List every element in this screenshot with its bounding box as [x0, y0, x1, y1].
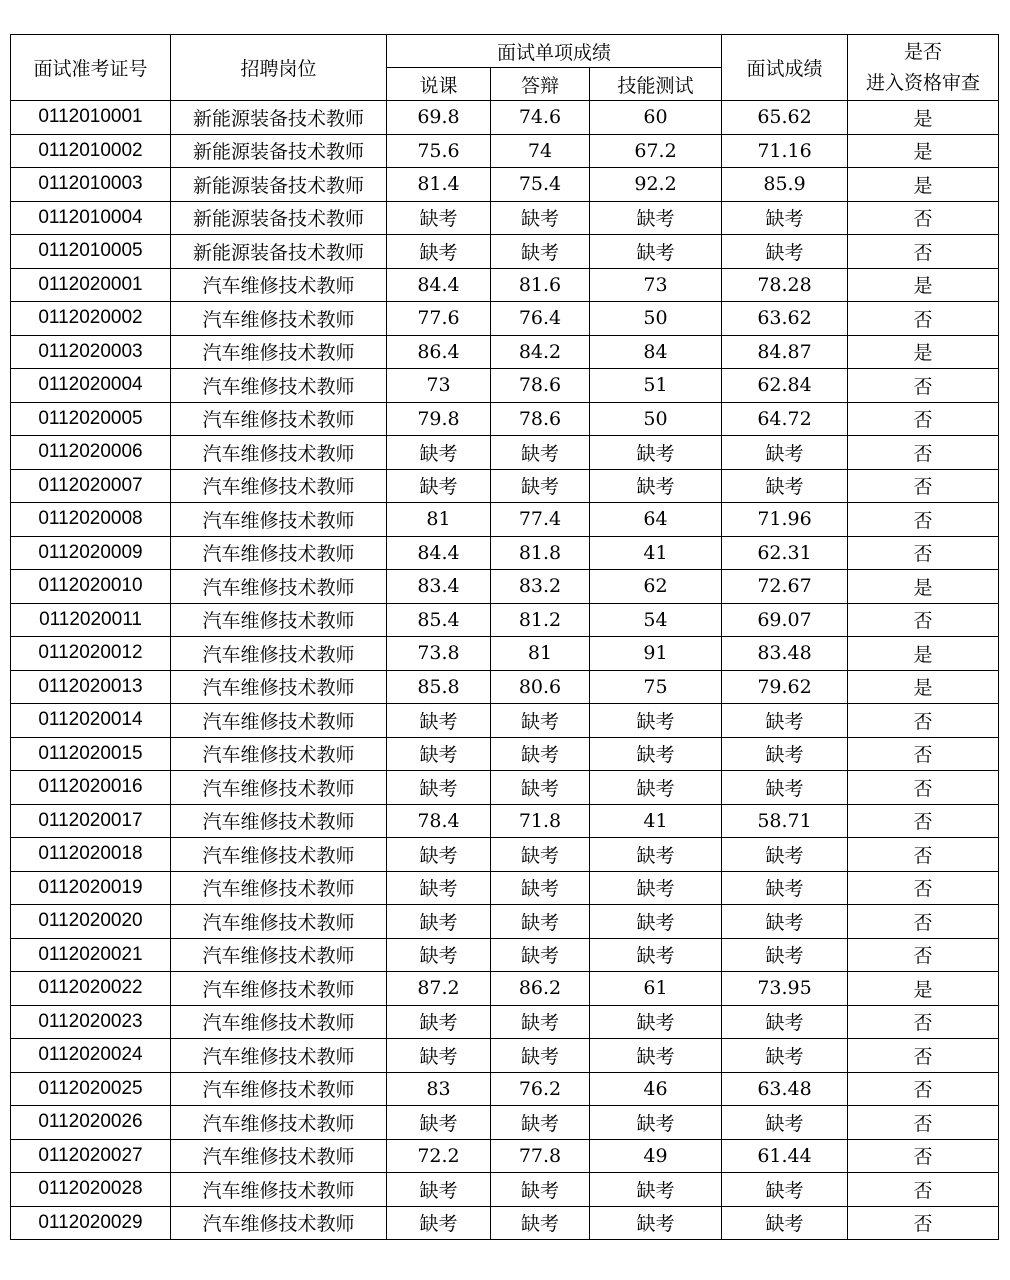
table-body [11, 101, 999, 1240]
cell-defense: 84.2 [491, 335, 590, 369]
cell-qualify: 是 [848, 268, 999, 302]
cell-id: 0112020023 [11, 1005, 171, 1039]
cell-skill: 缺考 [590, 436, 722, 470]
cell-lecture: 69.8 [387, 101, 491, 135]
cell-id: 0112020001 [11, 268, 171, 302]
cell-post: 汽车维修技术教师 [171, 1106, 387, 1140]
table-row [11, 1005, 999, 1039]
cell-defense: 78.6 [491, 369, 590, 403]
cell-post: 汽车维修技术教师 [171, 804, 387, 838]
cell-post: 汽车维修技术教师 [171, 704, 387, 738]
cell-skill: 缺考 [590, 771, 722, 805]
header-group: 面试单项成绩 [387, 35, 722, 68]
cell-skill: 73 [590, 268, 722, 302]
cell-id: 0112020012 [11, 637, 171, 671]
cell-defense: 71.8 [491, 804, 590, 838]
cell-defense: 80.6 [491, 670, 590, 704]
cell-id: 0112020002 [11, 302, 171, 336]
cell-qualify: 是 [848, 637, 999, 671]
header-qualify [848, 35, 999, 101]
cell-skill: 61 [590, 972, 722, 1006]
table-row [11, 335, 999, 369]
cell-skill: 51 [590, 369, 722, 403]
table-row [11, 101, 999, 135]
cell-defense: 76.4 [491, 302, 590, 336]
cell-qualify: 是 [848, 335, 999, 369]
cell-defense: 缺考 [491, 469, 590, 503]
cell-id: 0112020010 [11, 570, 171, 604]
cell-post: 汽车维修技术教师 [171, 871, 387, 905]
cell-id: 0112020026 [11, 1106, 171, 1140]
cell-defense: 81.2 [491, 603, 590, 637]
cell-lecture: 缺考 [387, 201, 491, 235]
table-row [11, 469, 999, 503]
cell-id: 0112020007 [11, 469, 171, 503]
cell-post: 新能源装备技术教师 [171, 101, 387, 135]
cell-qualify: 否 [848, 1072, 999, 1106]
cell-post: 汽车维修技术教师 [171, 771, 387, 805]
cell-total: 83.48 [722, 637, 848, 671]
cell-skill: 41 [590, 536, 722, 570]
cell-post: 汽车维修技术教师 [171, 1005, 387, 1039]
cell-total: 缺考 [722, 1173, 848, 1207]
cell-post: 汽车维修技术教师 [171, 905, 387, 939]
cell-lecture: 缺考 [387, 871, 491, 905]
cell-skill: 91 [590, 637, 722, 671]
cell-skill: 50 [590, 402, 722, 436]
cell-defense: 缺考 [491, 1039, 590, 1073]
cell-qualify: 否 [848, 302, 999, 336]
cell-total: 73.95 [722, 972, 848, 1006]
table-row [11, 972, 999, 1006]
cell-total: 缺考 [722, 1106, 848, 1140]
cell-skill: 缺考 [590, 871, 722, 905]
cell-id: 0112020016 [11, 771, 171, 805]
cell-post: 汽车维修技术教师 [171, 603, 387, 637]
cell-qualify: 否 [848, 536, 999, 570]
cell-qualify: 是 [848, 101, 999, 135]
cell-skill: 缺考 [590, 1039, 722, 1073]
cell-post: 汽车维修技术教师 [171, 469, 387, 503]
cell-total: 缺考 [722, 938, 848, 972]
cell-id: 0112020020 [11, 905, 171, 939]
cell-lecture: 85.4 [387, 603, 491, 637]
header-total: 面试成绩 [722, 35, 848, 101]
table-row [11, 704, 999, 738]
cell-id: 0112020013 [11, 670, 171, 704]
cell-defense: 缺考 [491, 235, 590, 269]
cell-lecture: 84.4 [387, 268, 491, 302]
cell-id: 0112020009 [11, 536, 171, 570]
cell-lecture: 77.6 [387, 302, 491, 336]
cell-total: 缺考 [722, 1005, 848, 1039]
cell-skill: 92.2 [590, 168, 722, 202]
cell-total: 78.28 [722, 268, 848, 302]
cell-total: 缺考 [722, 838, 848, 872]
score-table [10, 34, 999, 1240]
cell-qualify: 否 [848, 771, 999, 805]
cell-id: 0112020024 [11, 1039, 171, 1073]
header-id: 面试准考证号 [11, 35, 171, 101]
cell-skill: 缺考 [590, 938, 722, 972]
cell-skill: 60 [590, 101, 722, 135]
cell-qualify: 否 [848, 369, 999, 403]
cell-defense: 74.6 [491, 101, 590, 135]
cell-lecture: 缺考 [387, 1106, 491, 1140]
cell-total: 缺考 [722, 905, 848, 939]
cell-qualify: 否 [848, 1005, 999, 1039]
cell-lecture: 缺考 [387, 737, 491, 771]
cell-lecture: 73 [387, 369, 491, 403]
cell-post: 汽车维修技术教师 [171, 838, 387, 872]
table-row [11, 670, 999, 704]
table-row [11, 268, 999, 302]
table-row [11, 536, 999, 570]
cell-defense: 81.8 [491, 536, 590, 570]
cell-defense: 78.6 [491, 402, 590, 436]
cell-id: 0112010001 [11, 101, 171, 135]
cell-post: 汽车维修技术教师 [171, 302, 387, 336]
table-row [11, 570, 999, 604]
cell-id: 0112020028 [11, 1173, 171, 1207]
cell-lecture: 缺考 [387, 905, 491, 939]
cell-post: 汽车维修技术教师 [171, 670, 387, 704]
cell-total: 缺考 [722, 436, 848, 470]
cell-total: 85.9 [722, 168, 848, 202]
cell-skill: 49 [590, 1139, 722, 1173]
cell-lecture: 缺考 [387, 1005, 491, 1039]
table-row [11, 235, 999, 269]
table-row [11, 402, 999, 436]
cell-lecture: 86.4 [387, 335, 491, 369]
cell-id: 0112020027 [11, 1139, 171, 1173]
cell-skill: 缺考 [590, 838, 722, 872]
table-header [11, 35, 999, 101]
cell-qualify: 否 [848, 838, 999, 872]
cell-post: 汽车维修技术教师 [171, 536, 387, 570]
cell-qualify: 否 [848, 938, 999, 972]
cell-defense: 缺考 [491, 871, 590, 905]
cell-qualify: 否 [848, 1039, 999, 1073]
cell-id: 0112020025 [11, 1072, 171, 1106]
cell-total: 缺考 [722, 871, 848, 905]
cell-total: 62.31 [722, 536, 848, 570]
cell-lecture: 75.6 [387, 134, 491, 168]
cell-skill: 67.2 [590, 134, 722, 168]
cell-post: 汽车维修技术教师 [171, 1206, 387, 1240]
cell-defense: 缺考 [491, 771, 590, 805]
cell-skill: 缺考 [590, 469, 722, 503]
table-row [11, 804, 999, 838]
cell-total: 缺考 [722, 704, 848, 738]
cell-lecture: 缺考 [387, 1173, 491, 1207]
cell-defense: 缺考 [491, 436, 590, 470]
cell-id: 0112020021 [11, 938, 171, 972]
cell-lecture: 缺考 [387, 469, 491, 503]
cell-defense: 77.4 [491, 503, 590, 537]
cell-total: 65.62 [722, 101, 848, 135]
cell-post: 新能源装备技术教师 [171, 235, 387, 269]
header-qualify-line1: 是否 [904, 40, 943, 63]
table-row [11, 1139, 999, 1173]
cell-total: 71.96 [722, 503, 848, 537]
cell-post: 汽车维修技术教师 [171, 938, 387, 972]
cell-post: 汽车维修技术教师 [171, 436, 387, 470]
cell-post: 汽车维修技术教师 [171, 1072, 387, 1106]
cell-total: 84.87 [722, 335, 848, 369]
cell-qualify: 否 [848, 1139, 999, 1173]
cell-id: 0112020008 [11, 503, 171, 537]
cell-skill: 54 [590, 603, 722, 637]
cell-total: 63.48 [722, 1072, 848, 1106]
cell-id: 0112020019 [11, 871, 171, 905]
table-row [11, 771, 999, 805]
cell-post: 新能源装备技术教师 [171, 201, 387, 235]
cell-skill: 缺考 [590, 235, 722, 269]
cell-defense: 缺考 [491, 1173, 590, 1207]
cell-skill: 41 [590, 804, 722, 838]
table-row [11, 938, 999, 972]
cell-lecture: 缺考 [387, 771, 491, 805]
cell-post: 汽车维修技术教师 [171, 972, 387, 1006]
cell-id: 0112020004 [11, 369, 171, 403]
cell-post: 汽车维修技术教师 [171, 1039, 387, 1073]
cell-skill: 84 [590, 335, 722, 369]
cell-defense: 86.2 [491, 972, 590, 1006]
cell-qualify: 是 [848, 134, 999, 168]
cell-defense: 81 [491, 637, 590, 671]
table-row [11, 168, 999, 202]
cell-defense: 缺考 [491, 201, 590, 235]
cell-defense: 81.6 [491, 268, 590, 302]
cell-skill: 缺考 [590, 1206, 722, 1240]
table-row [11, 1072, 999, 1106]
cell-lecture: 72.2 [387, 1139, 491, 1173]
cell-post: 汽车维修技术教师 [171, 637, 387, 671]
cell-lecture: 87.2 [387, 972, 491, 1006]
cell-qualify: 否 [848, 804, 999, 838]
cell-defense: 缺考 [491, 1206, 590, 1240]
cell-lecture: 缺考 [387, 704, 491, 738]
cell-post: 汽车维修技术教师 [171, 268, 387, 302]
cell-qualify: 否 [848, 1206, 999, 1240]
cell-lecture: 81 [387, 503, 491, 537]
cell-post: 汽车维修技术教师 [171, 503, 387, 537]
cell-qualify: 是 [848, 168, 999, 202]
table-row [11, 871, 999, 905]
cell-skill: 64 [590, 503, 722, 537]
cell-lecture: 缺考 [387, 838, 491, 872]
cell-defense: 75.4 [491, 168, 590, 202]
cell-qualify: 否 [848, 436, 999, 470]
cell-qualify: 否 [848, 469, 999, 503]
cell-id: 0112020029 [11, 1206, 171, 1240]
cell-lecture: 78.4 [387, 804, 491, 838]
cell-post: 汽车维修技术教师 [171, 335, 387, 369]
table-row [11, 1173, 999, 1207]
cell-lecture: 85.8 [387, 670, 491, 704]
cell-total: 79.62 [722, 670, 848, 704]
cell-id: 0112020015 [11, 737, 171, 771]
cell-qualify: 否 [848, 201, 999, 235]
cell-defense: 缺考 [491, 704, 590, 738]
cell-lecture: 81.4 [387, 168, 491, 202]
cell-total: 缺考 [722, 469, 848, 503]
cell-id: 0112010003 [11, 168, 171, 202]
cell-defense: 74 [491, 134, 590, 168]
cell-skill: 50 [590, 302, 722, 336]
header-defense: 答辩 [491, 68, 590, 101]
table-row [11, 1206, 999, 1240]
cell-total: 64.72 [722, 402, 848, 436]
cell-post: 汽车维修技术教师 [171, 1173, 387, 1207]
cell-total: 62.84 [722, 369, 848, 403]
cell-post: 汽车维修技术教师 [171, 369, 387, 403]
cell-id: 0112020003 [11, 335, 171, 369]
cell-skill: 缺考 [590, 1005, 722, 1039]
cell-skill: 缺考 [590, 1173, 722, 1207]
cell-id: 0112020006 [11, 436, 171, 470]
cell-total: 61.44 [722, 1139, 848, 1173]
cell-qualify: 否 [848, 1106, 999, 1140]
cell-qualify: 否 [848, 603, 999, 637]
cell-total: 缺考 [722, 235, 848, 269]
cell-defense: 缺考 [491, 938, 590, 972]
cell-lecture: 缺考 [387, 1039, 491, 1073]
table-row [11, 905, 999, 939]
cell-lecture: 79.8 [387, 402, 491, 436]
cell-qualify: 是 [848, 972, 999, 1006]
table-row [11, 436, 999, 470]
cell-qualify: 否 [848, 503, 999, 537]
table-row [11, 1106, 999, 1140]
cell-post: 新能源装备技术教师 [171, 134, 387, 168]
header-qualify-line2: 进入资格审查 [866, 71, 981, 94]
cell-defense: 缺考 [491, 838, 590, 872]
cell-post: 汽车维修技术教师 [171, 1139, 387, 1173]
cell-total: 缺考 [722, 1206, 848, 1240]
cell-skill: 75 [590, 670, 722, 704]
table-row [11, 637, 999, 671]
cell-defense: 缺考 [491, 737, 590, 771]
table-row [11, 1039, 999, 1073]
cell-lecture: 83 [387, 1072, 491, 1106]
cell-id: 0112010004 [11, 201, 171, 235]
cell-id: 0112020022 [11, 972, 171, 1006]
cell-defense: 83.2 [491, 570, 590, 604]
cell-total: 缺考 [722, 1039, 848, 1073]
cell-skill: 缺考 [590, 704, 722, 738]
cell-total: 72.67 [722, 570, 848, 604]
cell-lecture: 缺考 [387, 436, 491, 470]
cell-qualify: 是 [848, 570, 999, 604]
cell-lecture: 缺考 [387, 1206, 491, 1240]
table-row [11, 302, 999, 336]
cell-lecture: 缺考 [387, 235, 491, 269]
cell-skill: 62 [590, 570, 722, 604]
header-post: 招聘岗位 [171, 35, 387, 101]
cell-defense: 缺考 [491, 1106, 590, 1140]
cell-id: 0112010002 [11, 134, 171, 168]
cell-id: 0112010005 [11, 235, 171, 269]
cell-defense: 缺考 [491, 905, 590, 939]
cell-post: 汽车维修技术教师 [171, 402, 387, 436]
cell-qualify: 是 [848, 670, 999, 704]
table-row [11, 737, 999, 771]
cell-defense: 缺考 [491, 1005, 590, 1039]
cell-total: 缺考 [722, 201, 848, 235]
table-row [11, 603, 999, 637]
cell-qualify: 否 [848, 1173, 999, 1207]
cell-skill: 缺考 [590, 737, 722, 771]
cell-skill: 缺考 [590, 1106, 722, 1140]
cell-total: 71.16 [722, 134, 848, 168]
cell-qualify: 否 [848, 737, 999, 771]
cell-lecture: 83.4 [387, 570, 491, 604]
cell-post: 汽车维修技术教师 [171, 737, 387, 771]
cell-id: 0112020011 [11, 603, 171, 637]
cell-lecture: 73.8 [387, 637, 491, 671]
header-skill: 技能测试 [590, 68, 722, 101]
table-row [11, 201, 999, 235]
cell-total: 69.07 [722, 603, 848, 637]
cell-total: 缺考 [722, 737, 848, 771]
cell-defense: 76.2 [491, 1072, 590, 1106]
cell-lecture: 84.4 [387, 536, 491, 570]
cell-defense: 77.8 [491, 1139, 590, 1173]
cell-qualify: 否 [848, 871, 999, 905]
cell-id: 0112020005 [11, 402, 171, 436]
table-row [11, 503, 999, 537]
cell-total: 58.71 [722, 804, 848, 838]
cell-qualify: 否 [848, 402, 999, 436]
cell-qualify: 否 [848, 905, 999, 939]
cell-id: 0112020014 [11, 704, 171, 738]
cell-skill: 缺考 [590, 905, 722, 939]
cell-skill: 46 [590, 1072, 722, 1106]
cell-skill: 缺考 [590, 201, 722, 235]
cell-qualify: 否 [848, 235, 999, 269]
cell-id: 0112020018 [11, 838, 171, 872]
cell-post: 汽车维修技术教师 [171, 570, 387, 604]
table-row [11, 134, 999, 168]
cell-total: 63.62 [722, 302, 848, 336]
cell-qualify: 否 [848, 704, 999, 738]
table-row [11, 838, 999, 872]
cell-total: 缺考 [722, 771, 848, 805]
header-lecture: 说课 [387, 68, 491, 101]
table-row [11, 369, 999, 403]
cell-id: 0112020017 [11, 804, 171, 838]
cell-post: 新能源装备技术教师 [171, 168, 387, 202]
cell-lecture: 缺考 [387, 938, 491, 972]
